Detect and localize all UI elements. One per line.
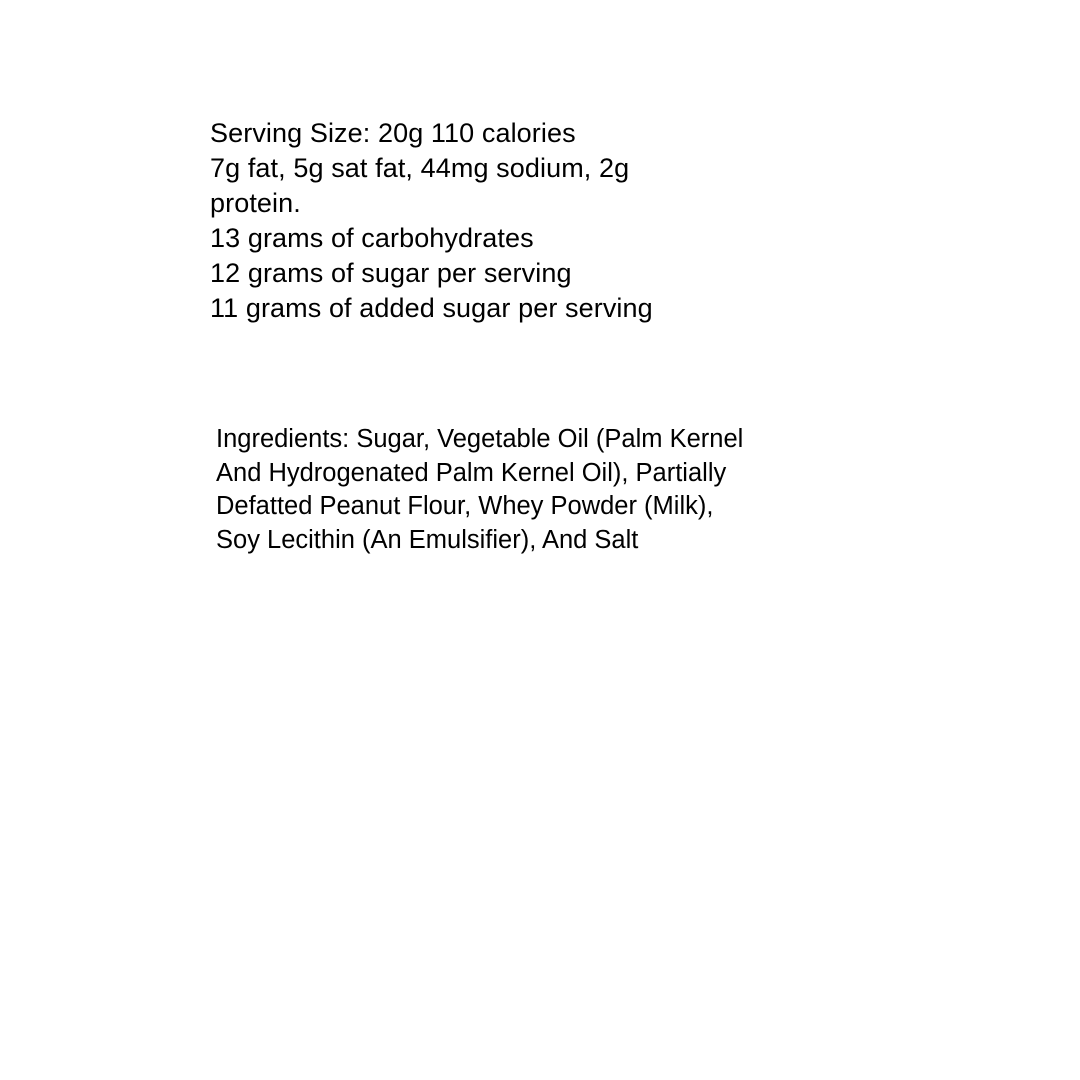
ingredients-block [216, 423, 816, 557]
serving-size-line: Serving Size: 20g 110 calories [210, 118, 576, 148]
carbohydrates-line: 13 grams of carbohydrates [210, 223, 534, 253]
ingredients-line-1: Ingredients: Sugar, Vegetable Oil (Palm Kernel [216, 425, 744, 453]
ingredients-line-2: And Hydrogenated Palm Kernel Oil), Partially [216, 458, 727, 487]
ingredients-line-3: Defatted Peanut Flour, Whey Powder (Milk), [216, 492, 714, 520]
macros-line: 7g fat, 5g sat fat, 44mg sodium, 2g [210, 153, 630, 183]
sugar-line: 12 grams of sugar per serving [210, 258, 572, 288]
ingredients-line-4: Soy Lecithin (An Emulsifier), And Salt [216, 525, 639, 554]
macros-line-continued: protein. [210, 188, 301, 218]
added-sugar-line: 11 grams of added sugar per serving [210, 293, 653, 323]
nutrition-facts-block [210, 116, 770, 326]
